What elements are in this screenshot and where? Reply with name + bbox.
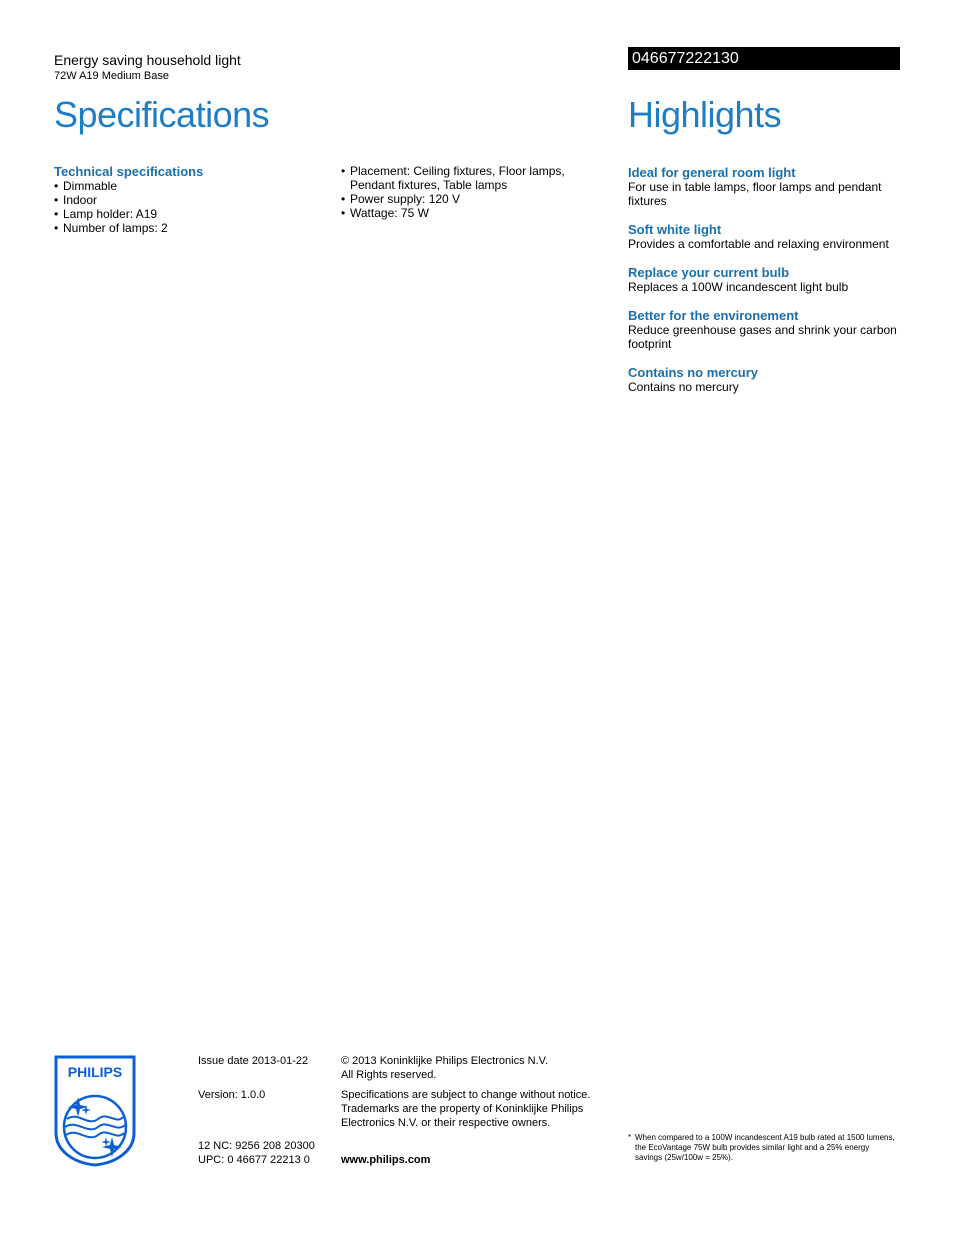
specifications-heading: Specifications xyxy=(54,94,270,135)
highlight-title: Contains no mercury xyxy=(628,365,759,380)
highlight-item xyxy=(628,165,898,208)
copyright-line2: All Rights reserved. xyxy=(341,1069,437,1081)
highlight-title: Ideal for general room light xyxy=(628,165,796,180)
spec-item: • Indoor xyxy=(54,193,314,207)
highlight-text: Contains no mercury xyxy=(628,380,739,394)
product-subtitle: 72W A19 Medium Base xyxy=(54,70,169,82)
highlight-text: Replaces a 100W incandescent light bulb xyxy=(628,280,849,294)
upc-number: UPC: 0 46677 22213 0 xyxy=(198,1154,310,1166)
philips-shield-icon xyxy=(54,1055,136,1167)
issue-date: Issue date 2013-01-22 xyxy=(198,1055,309,1067)
highlight-text: Provides a comfortable and relaxing environment xyxy=(628,237,889,251)
spec-item: • Wattage: 75 W xyxy=(341,206,606,220)
philips-logo xyxy=(54,1055,136,1167)
spec-item: • Number of lamps: 2 xyxy=(54,221,314,235)
highlight-item xyxy=(628,308,898,351)
spec-list-col2 xyxy=(341,164,606,220)
footnote-mark: * xyxy=(628,1133,632,1142)
highlight-item xyxy=(628,265,898,294)
copyright-line1: © 2013 Koninklijke Philips Electronics N.V. xyxy=(341,1055,549,1067)
spec-item: • Placement: Ceiling fixtures, Floor lamps, Pendant fixtures, Table lamps xyxy=(341,164,606,192)
highlights-list xyxy=(628,165,898,408)
footnote xyxy=(628,1133,898,1163)
highlights-heading: Highlights xyxy=(628,94,782,135)
product-code-bar: 046677222130 xyxy=(628,47,900,70)
product-title: Energy saving household light xyxy=(54,52,241,68)
highlight-text: For use in table lamps, floor lamps and pendant fixtures xyxy=(628,180,882,208)
version: Version: 1.0.0 xyxy=(198,1089,266,1101)
nc-number: 12 NC: 9256 208 20300 xyxy=(198,1140,315,1152)
copyright xyxy=(341,1054,601,1082)
legal-notice: Specifications are subject to change without notice. Trademarks are the property of Koninklijke Philips Electronics N.V. or their respective owners. xyxy=(341,1089,591,1129)
spec-item: • Power supply: 120 V xyxy=(341,192,606,206)
highlight-title: Soft white light xyxy=(628,222,722,237)
spec-list-col2-container xyxy=(341,164,606,220)
highlight-item xyxy=(628,365,898,394)
highlight-text: Reduce greenhouse gases and shrink your carbon footprint xyxy=(628,323,897,351)
highlight-title: Better for the environement xyxy=(628,308,799,323)
website-link[interactable]: www.philips.com xyxy=(341,1154,431,1166)
spec-item: • Lamp holder: A19 xyxy=(54,207,314,221)
footnote-text: When compared to a 100W incandescent A19 bulb rated at 1500 lumens, the EcoVantage 75W bulb provides similar light and a 25% energy savings (25w/100w = 25%). xyxy=(635,1133,895,1162)
spec-list-col1 xyxy=(54,179,314,235)
highlight-title: Replace your current bulb xyxy=(628,265,790,280)
highlight-item xyxy=(628,222,898,251)
technical-specifications xyxy=(54,164,314,235)
spec-item: • Dimmable xyxy=(54,179,314,193)
philips-logo-text: PHILIPS xyxy=(67,1064,123,1080)
technical-specifications-title: Technical specifications xyxy=(54,164,204,179)
